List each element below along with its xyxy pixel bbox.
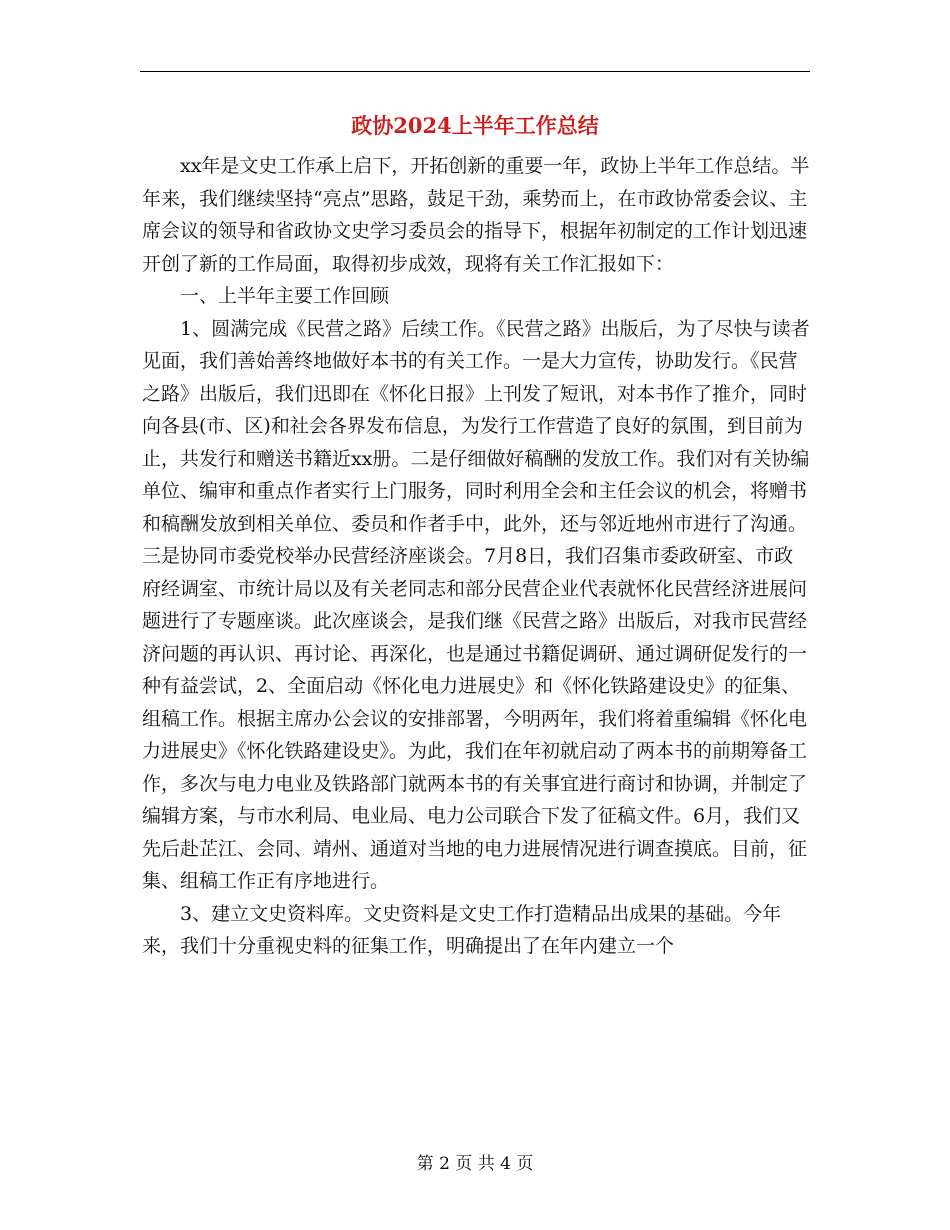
header-rule <box>140 71 810 72</box>
paragraph-item-1: 1、圆满完成《民营之路》后续工作。《民营之路》出版后，为了尽快与读者见面，我们善始善终地做好本书的有关工作。一是大力宣传，协助发行。《民营之路》出版后，我们迅即在《怀化日报》上刊发了短讯，对本书作了推介，同时向各县(市、区)和社会各界发布信息，为发行工作营造了良好的氛围，到目前为止，共发行和赠送书籍近xx册。二是仔细做好稿酬的发放工作。我们对有关协编单位、编审和重点作者实行上门服务，同时利用全会和主任会议的机会，将赠书和稿酬发放到相关单位、委员和作者手中，此外，还与邻近地州市进行了沟通。三是协同市委党校举办民营经济座谈会。7月8日，我们召集市委政研室、市政府经调室、市统计局以及有关老同志和部分民营企业代表就怀化民营经济进展问题进行了专题座谈。此次座谈会，是我们继《民营之路》出版后，对我市民营经济问题的再认识、再讨论、再深化，也是通过书籍促调研、通过调研促发行的一种有益尝试，2、全面启动《怀化电力进展史》和《怀化铁路建设史》的征集、组稿工作。根据主席办公会议的安排部署，今明两年，我们将着重编辑《怀化电力进展史》《怀化铁路建设史》。为此，我们在年初就启动了两本书的前期筹备工作，多次与电力电业及铁路部门就两本书的有关事宜进行商讨和协调，并制定了编辑方案，与市水利局、电业局、电力公司联合下发了征稿文件。6月，我们又先后赴芷江、会同、靖州、通道对当地的电力进展情况进行调查摸底。目前，征集、组稿工作正有序地进行。 <box>142 317 810 892</box>
document-body <box>142 150 810 963</box>
document-title: 政协2024上半年工作总结 <box>351 113 599 138</box>
section-heading: 一、上半年主要工作回顾 <box>180 285 390 307</box>
paragraph-item-3: 3、建立文史资料库。文史资料是文史工作打造精品出成果的基础。今年来，我们十分重视史料的征集工作，明确提出了在年内建立一个 <box>142 902 782 957</box>
page-footer: 第 2 页 共 4 页 <box>416 1154 534 1174</box>
paragraph-intro: xx年是文史工作承上启下，开拓创新的重要一年，政协上半年工作总结。半年来，我们继续坚持“亮点”思路，鼓足干劲，乘势而上，在市政协常委会议、主席会议的领导和省政协文史学习委员会的指导下，根据年初制定的工作计划迅速开创了新的工作局面，取得初步成效，现将有关工作汇报如下： <box>142 155 810 275</box>
